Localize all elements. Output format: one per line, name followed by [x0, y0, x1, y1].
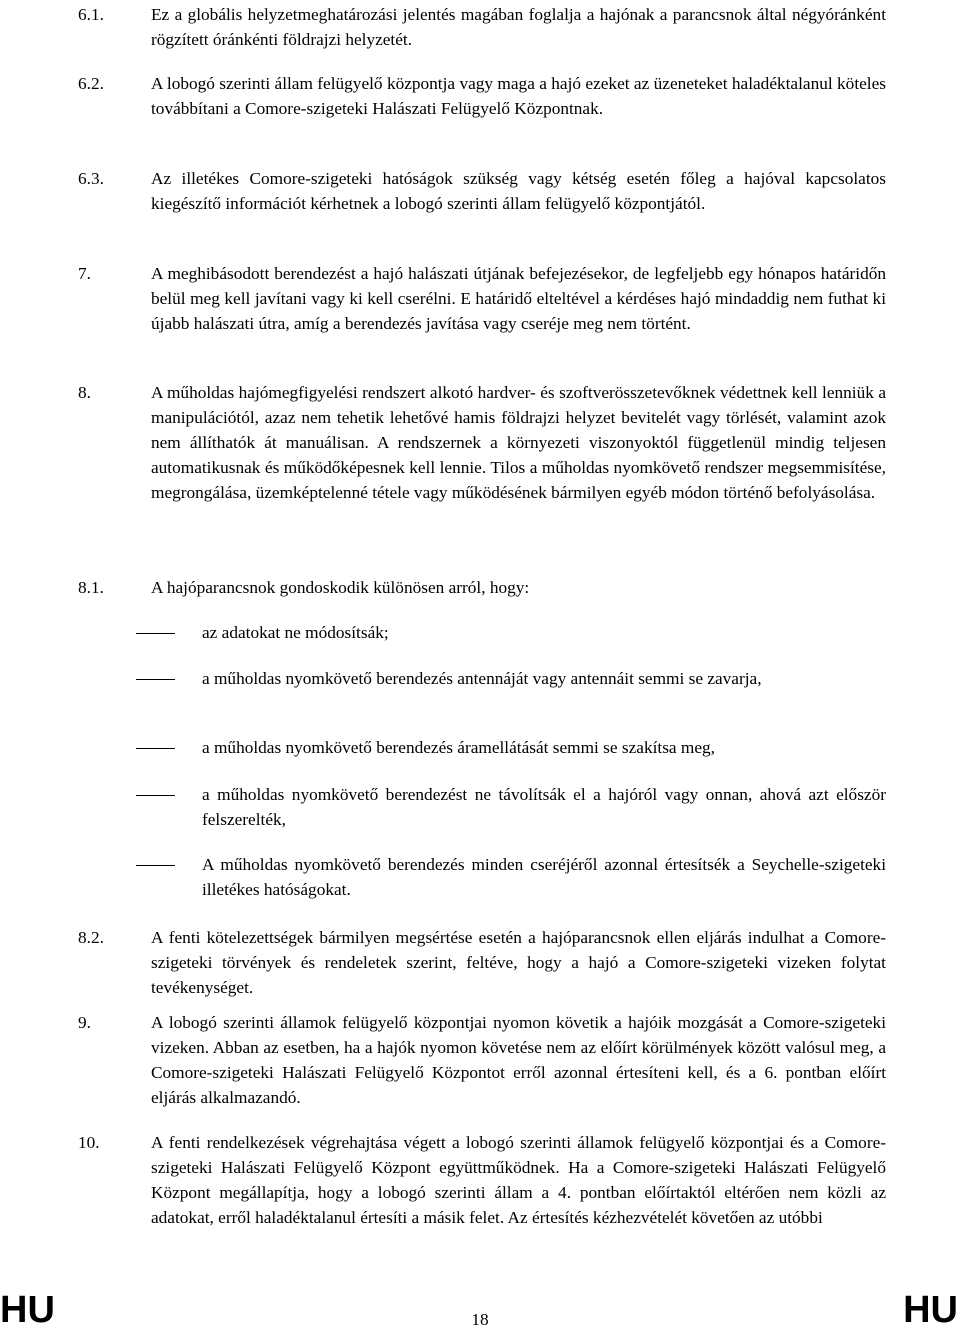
list-item: az adatokat ne módosítsák; — [202, 623, 389, 642]
paragraph-text: Ez a globális helyzetmeghatározási jelentés magában foglalja a hajónak a parancsnok által négyóránként rögzített óránkénti földrajzi helyzetét. — [151, 5, 886, 49]
paragraph-number: 9. — [78, 1013, 91, 1032]
paragraph-text: A hajóparancsnok gondoskodik különösen arról, hogy: — [151, 578, 530, 597]
list-item: a műholdas nyomkövető berendezést ne távolítsák el a hajóról vagy onnan, ahová azt először felszerelték, — [202, 785, 886, 829]
list-item: A műholdas nyomkövető berendezés minden cseréjéről azonnal értesítsék a Seychelle-szigeteki illetékes hatóságokat. — [202, 855, 886, 899]
paragraph-text: A műholdas hajómegfigyelési rendszert alkotó hardver- és szoftverösszetevőknek védettnek kell lenniük a manipulációtól, azaz nem tehetik lehetővé hamis földrajzi helyzet bevitelét vagy törlését, valamint azok nem állíthatók át manuálisan. A rendszernek a környezeti viszonyoktól függetlenül mindig teljesen automatikusnak és működőképesnek kell lennie. Tilos a műholdas nyomkövető rendszer megsemmisítése, megrongálása, üzemképtelenné tétele vagy működésének bármilyen egyéb módon történő befolyásolása. — [151, 383, 886, 502]
paragraph-text: A meghibásodott berendezést a hajó halászati útjának befejezésekor, de legfeljebb egy hónapos határidőn belül meg kell javítani vagy ki kell cserélni. E határidő elteltével a kérdéses hajó mindaddig nem futhat ki újabb halászati útra, amíg a berendezés javítása vagy cseréje meg nem történt. — [151, 264, 886, 333]
dash-bullet — [136, 633, 175, 634]
paragraph-number: 7. — [78, 264, 91, 283]
footer-language-code-left: HU — [0, 1289, 55, 1331]
paragraph-text: A fenti kötelezettségek bármilyen megsértése esetén a hajóparancsnok ellen eljárás indulhat a Comore-szigeteki törvények és rendeletek szerint, feltéve, hogy a hajó a Comore-szigeteki vizeken folytat tevékenységet. — [151, 928, 886, 997]
paragraph-text: A lobogó szerinti állam felügyelő központja vagy maga a hajó ezeket az üzeneteket haladéktalanul köteles továbbítani a Comore-szigeteki Halászati Felügyelő Központnak. — [151, 74, 886, 118]
dash-bullet — [136, 865, 175, 866]
paragraph-number: 6.1. — [78, 5, 104, 24]
footer-language-code-right: HU — [903, 1289, 958, 1331]
dash-bullet — [136, 679, 175, 680]
list-item: a műholdas nyomkövető berendezés áramellátását semmi se szakítsa meg, — [202, 738, 715, 757]
dash-bullet — [136, 795, 175, 796]
paragraph-text: A lobogó szerinti államok felügyelő központjai nyomon követik a hajóik mozgását a Comore-szigeteki vizeken. Abban az esetben, ha a hajók nyomon követése nem az előírt körülmények között valósul meg, a Comore-szigeteki Halászati Felügyelő Központot erről azonnal értesíteni kell, és a 6. pontban előírt eljárás alkalmazandó. — [151, 1013, 886, 1107]
list-item: a műholdas nyomkövető berendezés antennáját vagy antennáit semmi se zavarja, — [202, 669, 762, 688]
paragraph-text: Az illetékes Comore-szigeteki hatóságok szükség vagy kétség esetén főleg a hajóval kapcsolatos kiegészítő információt kérhetnek a lobogó szerinti állam felügyelő központjától. — [151, 169, 886, 213]
paragraph-number: 8.2. — [78, 928, 104, 947]
page-number: 18 — [471, 1310, 489, 1329]
dash-bullet — [136, 748, 175, 749]
paragraph-text: A fenti rendelkezések végrehajtása végett a lobogó szerinti államok felügyelő központjai és a Comore-szigeteki Halászati Felügyelő Központ együttműködnek. Ha a Comore-szigeteki Halászati Felügyelő Központ megállapítja, hogy a lobogó szerinti állam a 4. pontban előírtaktól eltérően nem közli az adatokat, erről haladéktalanul értesíti a másik felet. Az értesítés kézhezvételét követően az utóbbi — [151, 1133, 886, 1227]
paragraph-number: 8.1. — [78, 578, 104, 597]
paragraph-number: 6.3. — [78, 169, 104, 188]
paragraph-number: 6.2. — [78, 74, 104, 93]
paragraph-number: 10. — [78, 1133, 100, 1152]
paragraph-number: 8. — [78, 383, 91, 402]
